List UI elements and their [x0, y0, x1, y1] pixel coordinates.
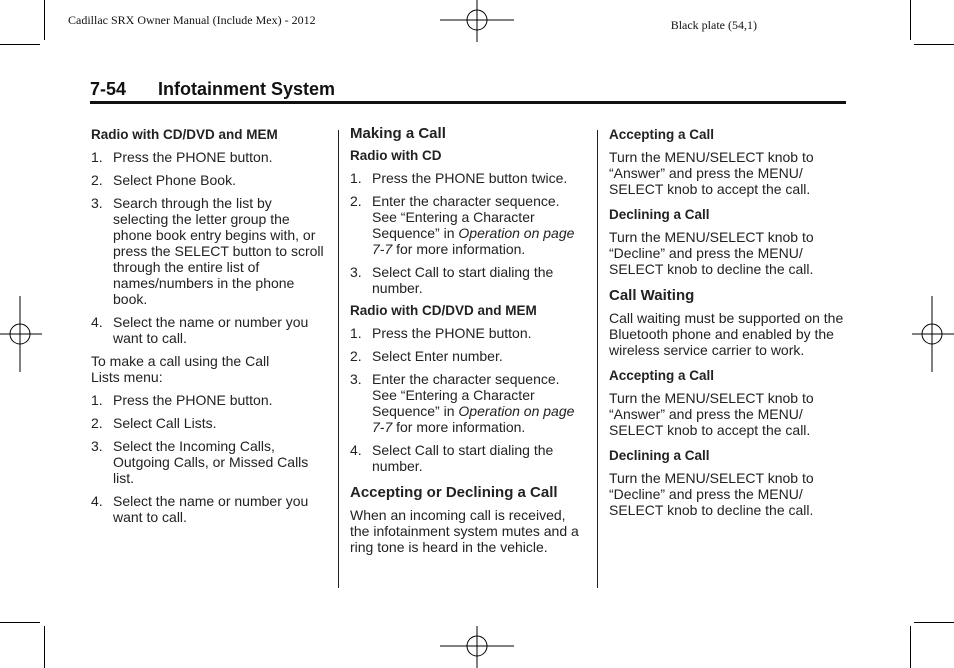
crop-mark	[914, 622, 954, 623]
crop-mark	[44, 0, 45, 40]
list-item: 1. Press the PHONE button.	[91, 392, 273, 408]
page-number: 7-54	[90, 79, 127, 99]
paragraph: Turn the MENU/SELECT knob to “Decline” and press the MENU/ SELECT knob to decline the call.	[609, 470, 814, 518]
list-item: 3. Enter the character sequence. See “Entering a Character Sequence” in Operation on page 7-7 for more information.	[350, 371, 575, 435]
paragraph: To make a call using the Call Lists menu:	[91, 353, 270, 385]
subheading: Declining a Call	[609, 448, 710, 463]
subheading: Declining a Call	[609, 207, 710, 222]
list-item: 1. Press the PHONE button.	[91, 149, 273, 165]
column-divider	[338, 130, 339, 588]
list-item: 3. Select the Incoming Calls, Outgoing Calls, or Missed Calls list.	[91, 438, 309, 486]
title-rule	[90, 101, 846, 104]
list-item: 2. Enter the character sequence. See “Entering a Character Sequence” in Operation on page 7-7 for more information.	[350, 193, 575, 257]
crop-mark	[0, 622, 40, 623]
paragraph: Turn the MENU/SELECT knob to “Answer” and press the MENU/ SELECT knob to accept the call.	[609, 149, 814, 197]
registration-mark-icon	[912, 296, 954, 372]
registration-mark-icon	[440, 626, 514, 668]
crop-mark	[914, 44, 954, 45]
plate-label: Black plate (54,1)	[670, 18, 757, 32]
registration-mark-icon	[440, 0, 514, 44]
list-item: 4. Select Call to start dialing the number.	[350, 442, 554, 474]
crop-mark	[910, 626, 911, 668]
subheading: Radio with CD/DVD and MEM	[91, 127, 278, 142]
list-item: 1. Press the PHONE button.	[350, 325, 532, 341]
paragraph: Turn the MENU/SELECT knob to “Decline” and press the MENU/ SELECT knob to decline the call.	[609, 229, 814, 277]
registration-mark-icon	[0, 296, 42, 372]
page-reference-link[interactable]: Operation on page 7-7	[372, 403, 575, 435]
list-item: 3. Search through the list by selecting the letter group the phone book entry begins with, or press the SELECT button to scroll through the entire list of names/numbers in the phone book.	[91, 195, 324, 307]
section-heading: Call Waiting	[609, 287, 695, 304]
column-2	[350, 124, 585, 562]
list-item: 3. Select Call to start dialing the number.	[350, 264, 554, 296]
list-item: 2. Select Enter number.	[350, 348, 503, 364]
list-item: 4. Select the name or number you want to call.	[91, 493, 309, 525]
paragraph: Turn the MENU/SELECT knob to “Answer” and press the MENU/ SELECT knob to accept the call.	[609, 390, 814, 438]
subheading: Radio with CD	[350, 148, 442, 163]
subheading: Radio with CD/DVD and MEM	[350, 303, 537, 318]
column-1	[91, 124, 326, 532]
paragraph: Call waiting must be supported on the Bluetooth phone and enabled by the wireless service carrier to work.	[609, 310, 844, 358]
list-item: 2. Select Phone Book.	[91, 172, 236, 188]
numbered-list	[91, 149, 326, 346]
numbered-list	[350, 325, 585, 474]
page-reference-link[interactable]: Operation on page 7-7	[372, 225, 575, 257]
list-item: 1. Press the PHONE button twice.	[350, 170, 568, 186]
crop-mark	[910, 0, 911, 40]
section-heading: Making a Call	[350, 125, 446, 142]
paragraph: When an incoming call is received, the infotainment system mutes and a ring tone is heard in the vehicle.	[350, 507, 579, 555]
subheading: Accepting a Call	[609, 368, 715, 383]
crop-mark	[0, 44, 40, 45]
crop-mark	[44, 626, 45, 668]
section-title: Infotainment System	[158, 79, 336, 99]
numbered-list	[91, 392, 326, 525]
numbered-list	[350, 170, 585, 296]
list-item: 4. Select the name or number you want to call.	[91, 314, 309, 346]
subheading: Accepting a Call	[609, 127, 715, 142]
document-header: Cadillac SRX Owner Manual (Include Mex) - 2012	[68, 13, 316, 27]
list-item: 2. Select Call Lists.	[91, 415, 217, 431]
column-3	[609, 124, 849, 525]
column-divider	[597, 130, 598, 588]
page-title-bar	[90, 79, 846, 101]
section-heading: Accepting or Declining a Call	[350, 484, 558, 501]
